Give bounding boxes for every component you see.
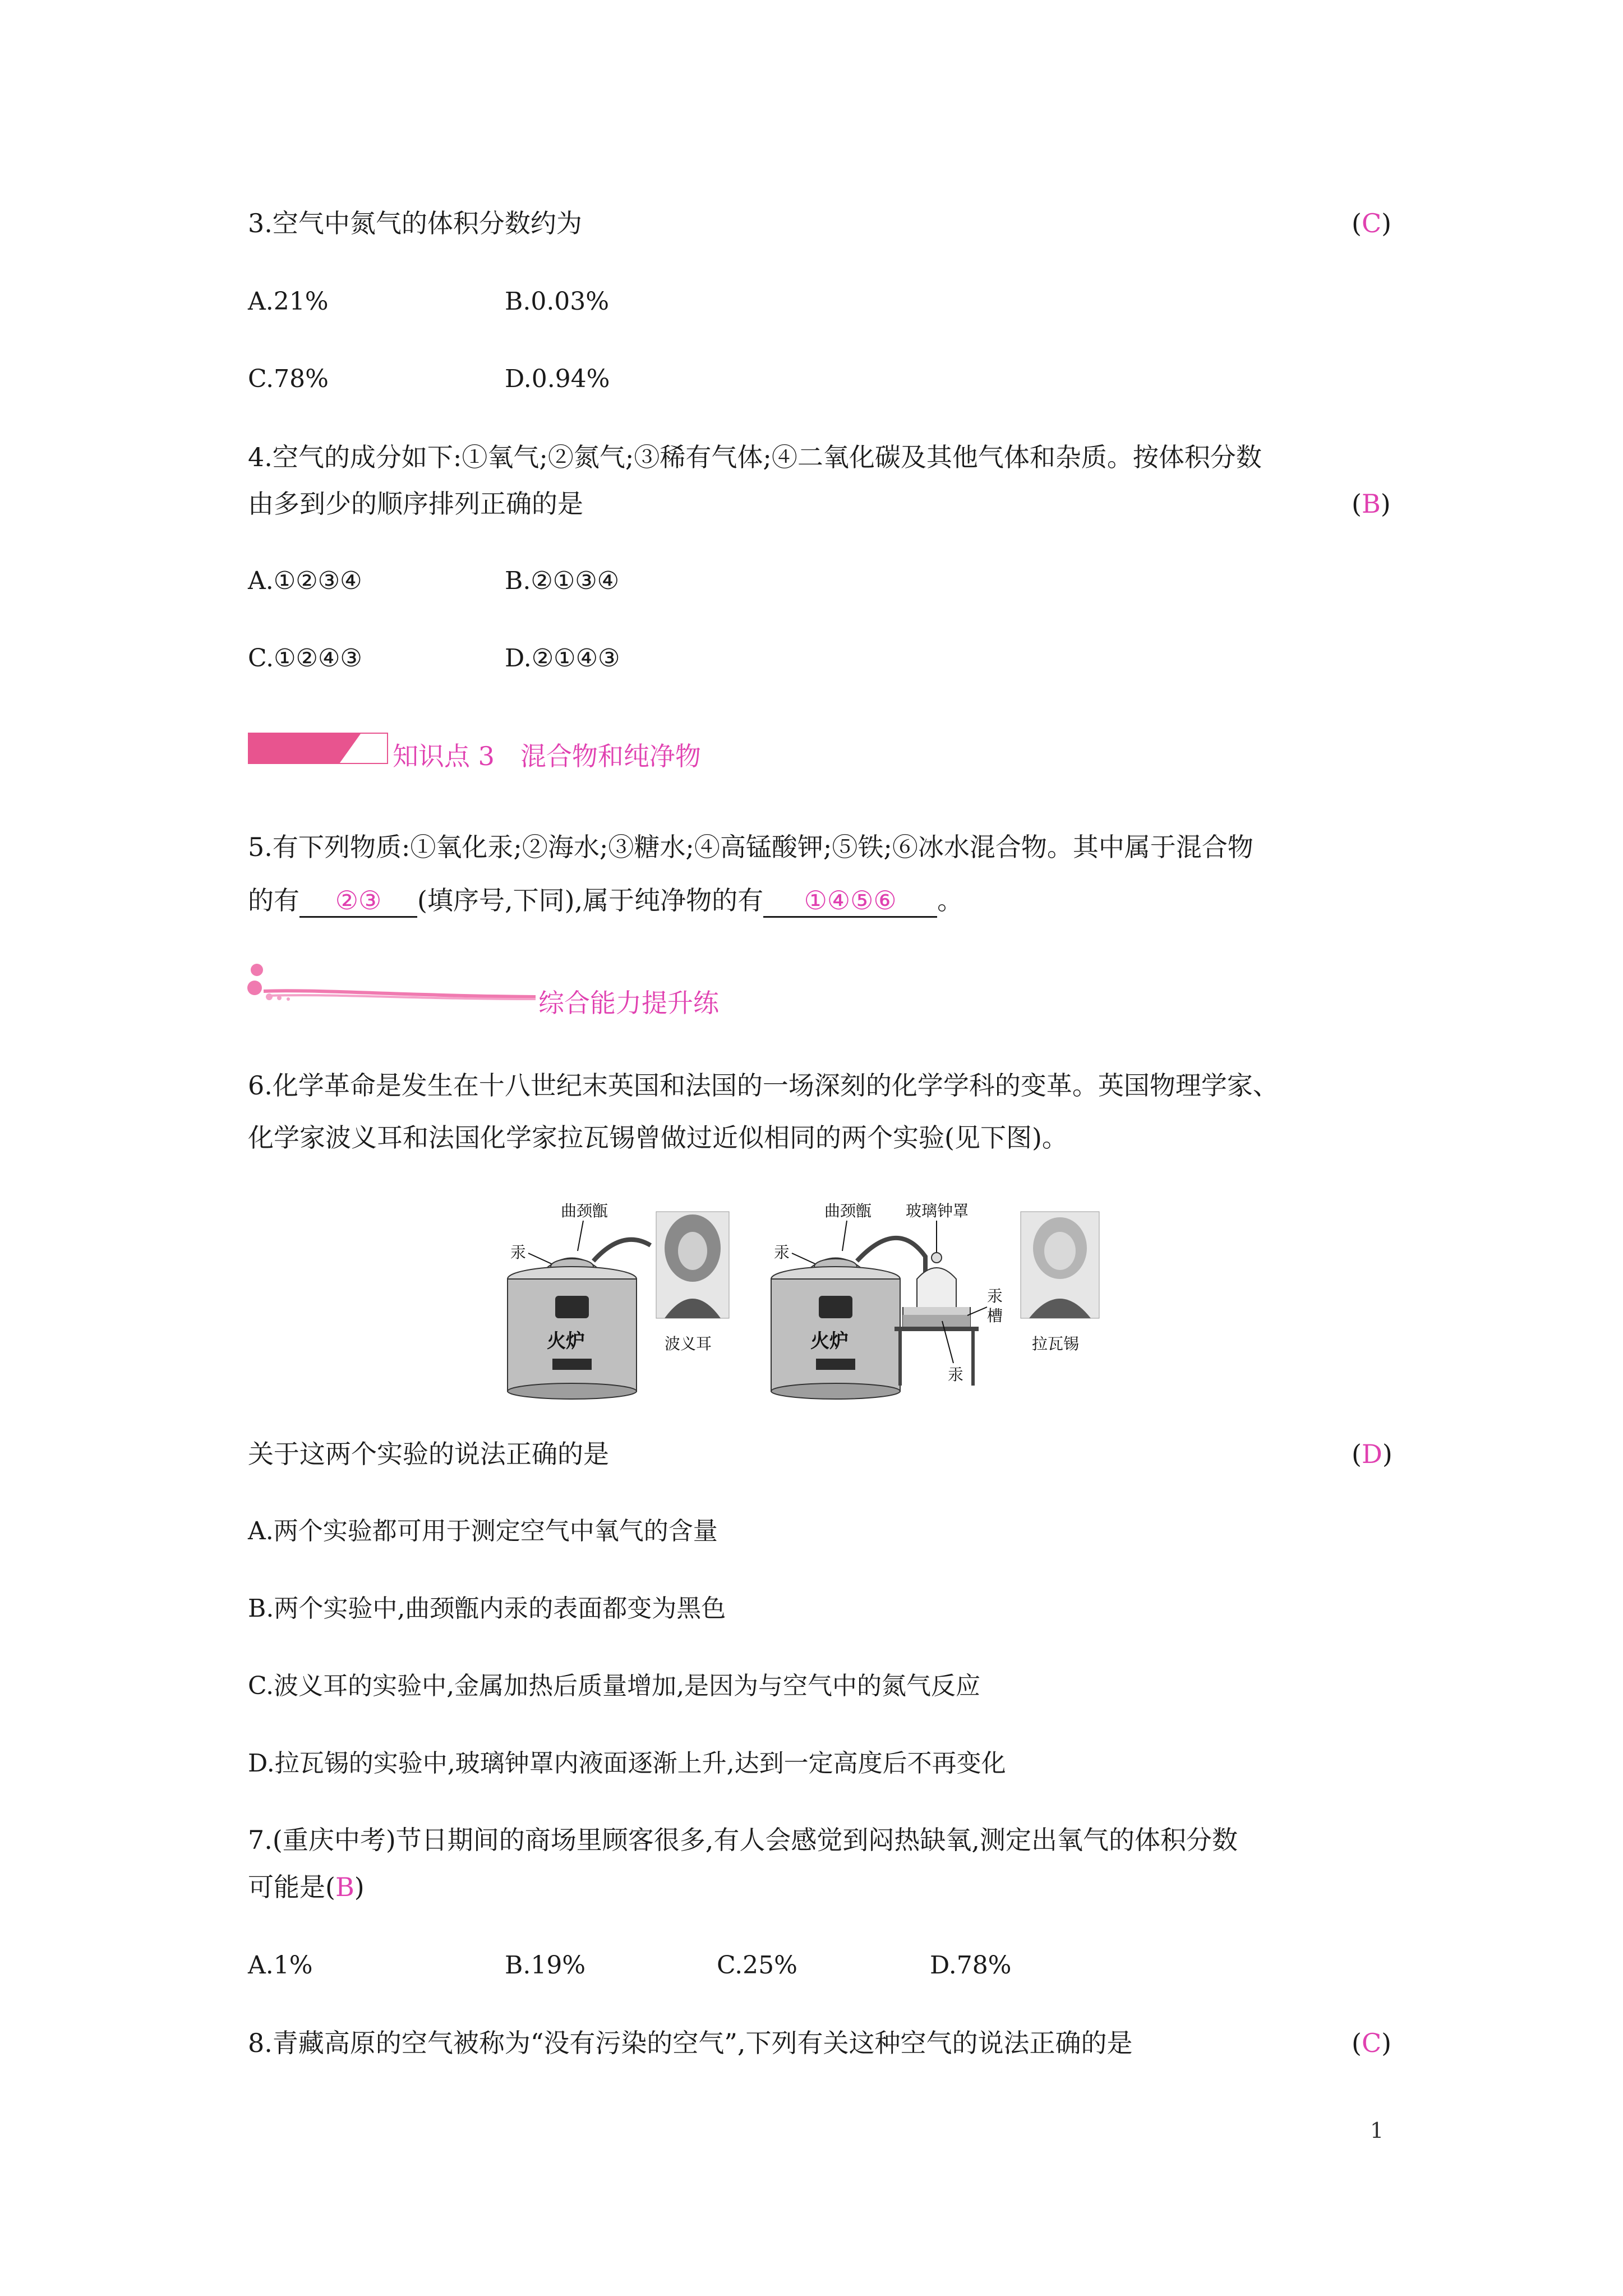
q7-line2-text: 可能是: [248, 1872, 325, 1902]
q7-answer: B: [335, 1872, 354, 1902]
subsection-divider: [247, 962, 538, 1007]
q7-line2: 可能是(B): [248, 1872, 365, 1902]
section-header-bar: [248, 733, 388, 764]
q4-option-a: A.①②③④: [248, 567, 362, 595]
label-furnace-right: 火炉: [810, 1330, 849, 1352]
q7-option-b: B.19%: [505, 1951, 586, 1980]
label-bell-jar: 玻璃钟罩: [906, 1202, 969, 1220]
q3-option-c: C.78%: [248, 365, 329, 393]
q8-answer-paren: (C): [1352, 2028, 1392, 2058]
q3-answer-paren: (C): [1352, 208, 1392, 238]
label-trough-1: 汞: [987, 1287, 1003, 1305]
label-flask-left: 曲颈甑: [561, 1202, 608, 1220]
q6-answer: D: [1361, 1439, 1382, 1469]
q6-option-a: A.两个实验都可用于测定空气中氧气的含量: [248, 1517, 718, 1545]
q3-option-a: A.21%: [248, 287, 329, 316]
q3-stem: 3.空气中氮气的体积分数约为: [248, 208, 582, 238]
q4-answer: B: [1361, 489, 1381, 519]
q6-question: 关于这两个实验的说法正确的是: [248, 1439, 609, 1469]
q5-text-c: 。: [937, 885, 963, 915]
q5-line1: 5.有下列物质:①氧化汞;②海水;③糖水;④高锰酸钾;⑤铁;⑥冰水混合物。其中属于混合物: [248, 832, 1253, 862]
q6-option-c: C.波义耳的实验中,金属加热后质量增加,是因为与空气中的氮气反应: [248, 1672, 981, 1700]
q3-option-b: B.0.03%: [505, 287, 610, 316]
q7-option-a: A.1%: [248, 1951, 313, 1980]
q3-option-d: D.0.94%: [505, 365, 610, 393]
label-mercury-left: 汞: [510, 1243, 527, 1262]
q4-stem-line2: 由多到少的顺序排列正确的是: [248, 489, 583, 519]
q4-option-c: C.①②④③: [248, 644, 362, 673]
q5-blank-pure: ①④⑤⑥: [763, 885, 937, 918]
q5-blank-mixture: ②③: [299, 885, 417, 918]
q4-stem-line1: 4.空气的成分如下:①氧气;②氮气;③稀有气体;④二氧化碳及其他气体和杂质。按体积分数: [248, 442, 1262, 472]
page-number: 1: [1370, 2118, 1384, 2143]
q8-answer: C: [1361, 2028, 1382, 2058]
q6-answer-paren: (D): [1352, 1439, 1393, 1469]
q3-answer: C: [1361, 208, 1382, 238]
q7-line1: 7.(重庆中考)节日期间的商场里顾客很多,有人会感觉到闷热缺氧,测定出氧气的体积分数: [248, 1825, 1238, 1855]
q4-answer-paren: (B): [1352, 489, 1391, 519]
section-title: 知识点 3 混合物和纯净物: [393, 741, 701, 771]
experiment-figure: [494, 1195, 1127, 1402]
lavoisier-apparatus: [771, 1202, 1099, 1399]
q4-option-b: B.②①③④: [505, 567, 620, 595]
q7-option-c: C.25%: [717, 1951, 797, 1980]
boyle-apparatus: [508, 1202, 729, 1399]
subsection-title: 综合能力提升练: [538, 988, 719, 1018]
q6-option-d: D.拉瓦锡的实验中,玻璃钟罩内液面逐渐上升,达到一定高度后不再变化: [248, 1749, 1006, 1778]
q5-line2: [248, 884, 963, 918]
label-boyle: 波义耳: [665, 1335, 712, 1353]
q6-option-b: B.两个实验中,曲颈甑内汞的表面都变为黑色: [248, 1594, 726, 1623]
q8-stem: 8.青藏高原的空气被称为“没有污染的空气”,下列有关这种空气的说法正确的是: [248, 2028, 1133, 2058]
q4-option-d: D.②①④③: [505, 644, 620, 673]
label-furnace-left: 火炉: [547, 1330, 585, 1352]
q5-text-a: 的有: [248, 885, 299, 915]
q5-text-b: (填序号,下同),属于纯净物的有: [417, 885, 764, 915]
label-mercury-right: 汞: [774, 1243, 790, 1262]
q6-line2: 化学家波义耳和法国化学家拉瓦锡曾做过近似相同的两个实验(见下图)。: [248, 1122, 1068, 1153]
label-mercury-bottom: 汞: [948, 1365, 964, 1384]
label-flask-right: 曲颈甑: [824, 1202, 872, 1220]
label-trough-2: 槽: [987, 1306, 1003, 1325]
q7-option-d: D.78%: [930, 1951, 1012, 1980]
label-lavoisier: 拉瓦锡: [1032, 1335, 1080, 1353]
q6-line1: 6.化学革命是发生在十八世纪末英国和法国的一场深刻的化学学科的变革。英国物理学家、: [248, 1070, 1279, 1101]
